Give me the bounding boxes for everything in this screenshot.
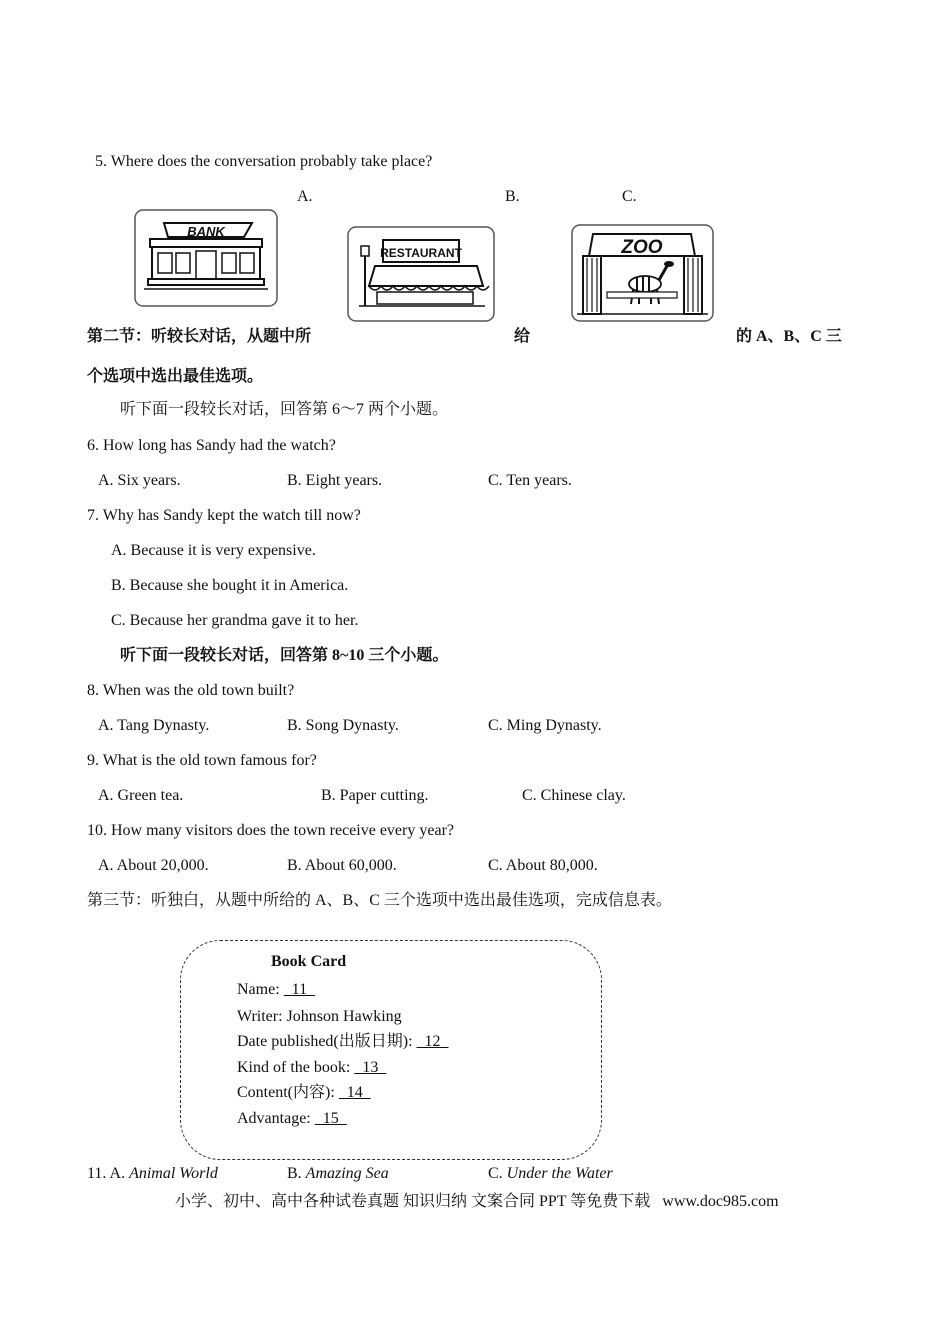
q8-question: 8. When was the old town built? [87, 682, 295, 699]
q7-option-b: B. Because she bought it in America. [111, 577, 349, 594]
zoo-gate-zebra-icon [571, 224, 714, 322]
section3-heading: 第三节：听独白，从题中所给的 A、B、C 三个选项中选出最佳选项，完成信息表。 [87, 892, 672, 909]
q5-question: 5. Where does the conversation probably take place? [95, 153, 433, 170]
q11-option-a-text: Animal World [129, 1165, 218, 1182]
q5-option-c: C. [622, 188, 637, 205]
book-card-title: Book Card [271, 953, 347, 970]
q10-option-b: B. About 60,000. [287, 857, 397, 874]
q9-option-c: C. Chinese clay. [522, 787, 626, 804]
q6-option-b: B. Eight years. [287, 472, 383, 489]
book-card-kind-row [237, 1058, 386, 1078]
section2-heading-line2: 个选项中选出最佳选项。 [87, 368, 264, 385]
q9-option-a: A. Green tea. [98, 787, 184, 804]
q5-option-a: A. [297, 188, 313, 205]
section2-intro-1: 听下面一段较长对话，回答第 6～7 两个小题。 [120, 401, 449, 418]
q11-option-b-letter: B. [287, 1165, 302, 1182]
q11-option-b [287, 1164, 389, 1184]
advantage-label: Advantage: [237, 1110, 315, 1127]
kind-label: Kind of the book: [237, 1059, 355, 1076]
book-card-content-row [237, 1083, 371, 1103]
page-footer: 小学、初中、高中各种试卷真题 知识归纳 文案合同 PPT 等免费下载 www.doc985.com [175, 1193, 779, 1210]
restaurant-sign: RESTAURANT [380, 246, 462, 260]
name-label: Name: [237, 981, 284, 998]
date-blank: 12 [416, 1033, 449, 1050]
bank-building-icon [134, 209, 278, 307]
advantage-blank: 15 [314, 1110, 347, 1127]
q11-option-a [87, 1164, 218, 1184]
q9-option-b: B. Paper cutting. [321, 787, 429, 804]
bank-sign: BANK [187, 224, 225, 239]
q7-option-c: C. Because her grandma gave it to her. [111, 612, 359, 629]
content-label: Content(内容): [237, 1084, 339, 1101]
book-card-name-row [237, 980, 315, 1000]
q8-option-c: C. Ming Dynasty. [488, 717, 602, 734]
zoo-sign: ZOO [621, 237, 663, 258]
content-blank: 14 [338, 1084, 371, 1101]
book-card-advantage-row [237, 1109, 347, 1129]
q10-option-a: A. About 20,000. [98, 857, 209, 874]
q6-option-c: C. Ten years. [488, 472, 572, 489]
q8-option-b: B. Song Dynasty. [287, 717, 399, 734]
q11-option-c-letter: C. [488, 1165, 503, 1182]
q10-option-c: C. About 80,000. [488, 857, 598, 874]
restaurant-awning-icon [347, 226, 495, 322]
q9-question: 9. What is the old town famous for? [87, 752, 317, 769]
q5-option-b: B. [505, 188, 520, 205]
q6-option-a: A. Six years. [98, 472, 181, 489]
q6-question: 6. How long has Sandy had the watch? [87, 437, 336, 454]
q8-option-a: A. Tang Dynasty. [98, 717, 210, 734]
section2-heading-part1: 第二节：听较长对话，从题中所 [87, 328, 312, 345]
section2-intro-2: 听下面一段较长对话，回答第 8~10 三个小题。 [120, 647, 449, 664]
book-card-date-row [237, 1032, 449, 1052]
q7-question: 7. Why has Sandy kept the watch till now? [87, 507, 361, 524]
q7-option-a: A. Because it is very expensive. [111, 542, 316, 559]
q11-option-c [488, 1164, 613, 1184]
section2-heading-part3: 的 A、B、C 三 [736, 328, 842, 345]
q11-option-c-text: Under the Water [506, 1165, 613, 1182]
date-label: Date published(出版日期): [237, 1033, 417, 1050]
kind-blank: 13 [354, 1059, 387, 1076]
name-blank: 11 [283, 981, 316, 998]
q11-number: 11. A. [87, 1165, 126, 1182]
section2-heading-part2: 给 [514, 328, 531, 345]
q10-question: 10. How many visitors does the town receive every year? [87, 822, 454, 839]
book-card-writer: Writer: Johnson Hawking [237, 1008, 402, 1025]
q11-option-b-text: Amazing Sea [305, 1165, 389, 1182]
